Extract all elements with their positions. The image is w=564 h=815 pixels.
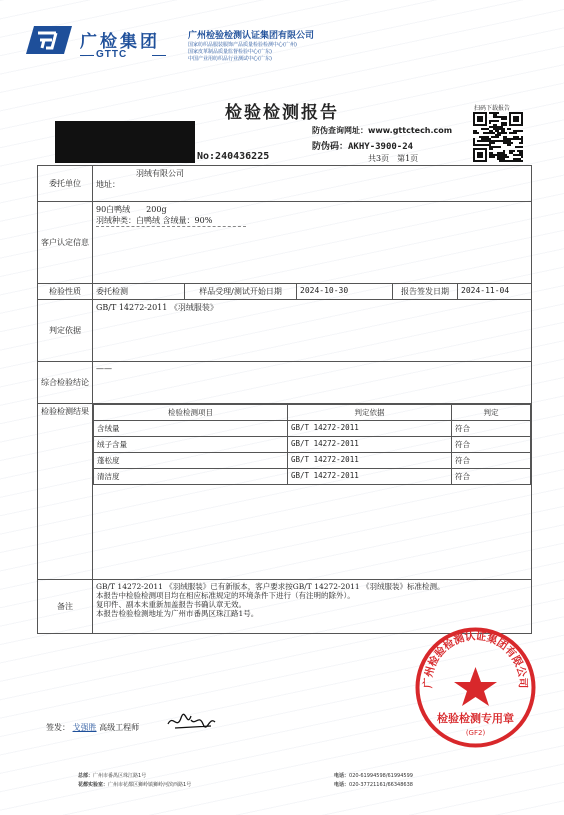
nature-label: 检验性质 <box>38 284 93 300</box>
barcode-bar <box>167 121 170 163</box>
barcode-bar <box>55 121 57 163</box>
brand-divider <box>152 55 166 56</box>
footer-lab-phone-value: 020-37721161/66348638 <box>349 782 413 788</box>
barcode-bar <box>125 121 126 163</box>
barcode-bar <box>176 121 177 163</box>
footer-lab-phone <box>334 781 413 788</box>
barcode-bar <box>154 121 155 163</box>
report-number: No:240436225 <box>197 151 270 162</box>
barcode-bar <box>77 121 80 163</box>
nature-value: 委托检测 <box>93 284 185 300</box>
barcode-bar <box>112 121 113 163</box>
results-table <box>93 404 531 485</box>
barcode-bar <box>192 121 195 163</box>
svg-text:(GF2): (GF2) <box>465 729 486 737</box>
barcode-bar <box>155 121 158 163</box>
verify-code-label: 防伪码： <box>312 142 349 152</box>
result-basis: GB/T 14272-2011 <box>288 469 452 485</box>
results-header: 检验检测项目 <box>94 405 288 421</box>
barcode-bar <box>170 121 173 163</box>
barcode-bar <box>142 121 145 163</box>
result-item: 蓬松度 <box>94 453 288 469</box>
barcode-bar <box>166 121 167 163</box>
verify-site-url[interactable]: www.gttctech.com <box>368 126 453 135</box>
verify-site <box>312 125 452 136</box>
customer-info-row <box>38 202 532 284</box>
report-table <box>37 165 532 634</box>
official-stamp <box>413 625 538 750</box>
brand-name-cn: 广检集团 <box>80 32 160 52</box>
gttc-logo-icon <box>26 24 72 56</box>
results-header-row <box>94 405 531 421</box>
result-item: 清洁度 <box>94 469 288 485</box>
stamp-star-icon <box>454 667 497 706</box>
barcode-bar <box>80 121 81 163</box>
remarks-label: 备注 <box>38 580 93 634</box>
company-subtitle: 国家皮革制品质量监督检验中心(广东) <box>188 49 272 55</box>
table-row <box>94 469 531 485</box>
results-header: 判定 <box>452 405 531 421</box>
barcode-bar <box>91 121 93 163</box>
client-label: 委托单位 <box>38 166 93 202</box>
basis-label: 判定依据 <box>38 300 93 362</box>
barcode-bar <box>188 121 191 163</box>
barcode-bar <box>93 121 96 163</box>
barcode-bar <box>177 121 179 163</box>
barcode-bar <box>129 121 132 163</box>
result-basis: GB/T 14272-2011 <box>288 453 452 469</box>
results-cell <box>93 404 532 580</box>
client-address-label: 地址： <box>96 180 120 189</box>
barcode-bar <box>126 121 129 163</box>
barcode-bar <box>88 121 91 163</box>
verify-code <box>312 139 413 152</box>
brand-divider <box>80 55 94 56</box>
barcode-bar <box>147 121 150 163</box>
client-name: 羽绒有限公司 <box>136 169 184 178</box>
remark-line: 复印件、副本未重新加盖报告书确认章无效。 <box>96 600 246 609</box>
barcode-bar <box>150 121 153 163</box>
barcode-bar <box>191 121 192 163</box>
remark-line: 本报告检验检测地址为广州市番禺区珠江路1号。 <box>96 609 259 618</box>
barcode-bar <box>81 121 82 163</box>
barcode-bar <box>181 121 184 163</box>
barcode-bar <box>158 121 160 163</box>
verify-site-label: 防伪查询网址： <box>312 126 368 135</box>
footer-hq <box>78 772 146 779</box>
barcode-bar <box>122 121 125 163</box>
barcode-bar <box>137 121 139 163</box>
qr-label: 扫码下载报告 <box>474 105 511 112</box>
barcode-bar <box>184 121 185 163</box>
footer-hq-address: 广州市番禺区珠江路1号 <box>93 773 147 779</box>
issue-date-label: 报告签发日期 <box>393 284 458 300</box>
conclusion-label: 综合检验结论 <box>38 362 93 404</box>
basis-value: GB/T 14272-2011 《羽绒服装》 <box>93 300 532 362</box>
barcode-bar <box>72 121 74 163</box>
barcode-bar <box>160 121 163 163</box>
barcode-bar <box>102 121 105 163</box>
result-verdict: 符合 <box>452 421 531 437</box>
barcode-bar <box>105 121 107 163</box>
barcode-bar <box>60 121 63 163</box>
verify-code-value: AKHY-3900-24 <box>348 142 414 152</box>
barcode-bar <box>114 121 117 163</box>
result-basis: GB/T 14272-2011 <box>288 421 452 437</box>
issue-date-value: 2024-11-04 <box>458 284 532 300</box>
result-verdict: 符合 <box>452 469 531 485</box>
customer-info-line: 90白鸭绒 200g <box>96 205 167 214</box>
company-subtitle: 中国产业用纺织品行业测试中心(广东) <box>188 56 272 62</box>
barcode-bar <box>58 121 60 163</box>
barcode-bar <box>145 121 147 163</box>
customer-info-line: 羽绒种类：白鸭绒 含绒量：90% <box>96 215 246 227</box>
barcode-bar <box>66 121 68 163</box>
remark-line: GB/T 14272-2011 《羽绒服装》已有新版本，客户要求按GB/T 14272-2011 《羽绒服装》标准检测。 <box>96 582 445 591</box>
table-row <box>94 421 531 437</box>
result-item: 含绒量 <box>94 421 288 437</box>
qr-code-icon[interactable] <box>473 112 523 162</box>
result-verdict: 符合 <box>452 437 531 453</box>
barcode-bar <box>153 121 154 163</box>
signature-line <box>46 722 139 733</box>
footer-lab-phone-label: 电话： <box>334 782 350 788</box>
customer-info-label: 客户认定信息 <box>38 202 93 284</box>
barcode <box>55 121 197 163</box>
footer-hq-phone <box>334 772 413 779</box>
barcode-bar <box>107 121 109 163</box>
sample-date-label: 样品受理/测试开始日期 <box>185 284 297 300</box>
footer-lab-address: 广州市花都区狮岭镇狮岭河滨西路1号 <box>108 782 192 788</box>
barcode-bar <box>68 121 71 163</box>
results-header: 判定依据 <box>288 405 452 421</box>
barcode-bar <box>63 121 64 163</box>
company-name: 广州检验检测认证集团有限公司 <box>188 31 315 41</box>
results-label: 检验检测结果 <box>38 404 93 580</box>
barcode-bar <box>100 121 102 163</box>
svg-text:广州检验检测认证集团有限公司: 广州检验检测认证集团有限公司 <box>422 630 529 689</box>
barcode-bar <box>113 121 114 163</box>
barcode-bar <box>64 121 66 163</box>
report-title: 检验检测报告 <box>225 103 339 123</box>
table-row <box>94 453 531 469</box>
barcode-bar <box>109 121 112 163</box>
footer-lab <box>78 781 191 788</box>
signer-name: 戈强胜 <box>72 723 97 732</box>
result-basis: GB/T 14272-2011 <box>288 437 452 453</box>
inspection-row <box>38 284 532 300</box>
client-cell <box>93 166 532 202</box>
conclusion-row <box>38 362 532 404</box>
handwritten-signature <box>165 710 217 732</box>
table-row <box>94 437 531 453</box>
barcode-bar <box>57 121 58 163</box>
footer-hq-label: 总部： <box>78 773 94 779</box>
sample-date-value: 2024-10-30 <box>297 284 393 300</box>
signer-title: 高级工程师 <box>99 723 140 732</box>
brand-name-en: GTTC <box>96 49 128 60</box>
svg-text:检验检测专用章: 检验检测专用章 <box>437 712 514 725</box>
barcode-bar <box>163 121 166 163</box>
barcode-bar <box>173 121 176 163</box>
results-row <box>38 404 532 580</box>
footer-lab-label: 花都实验室： <box>78 782 109 788</box>
barcode-bar <box>117 121 119 163</box>
barcode-bar <box>132 121 135 163</box>
remark-line: 本报告中检验检测项目均在相应标准规定的环境条件下进行（有注明的除外）。 <box>96 591 355 600</box>
company-subtitle: 国家纺织品服装服饰产品质量检验检测中心(广州) <box>188 42 297 48</box>
barcode-bar <box>71 121 72 163</box>
barcode-bar <box>96 121 99 163</box>
barcode-bar <box>74 121 77 163</box>
signature-label: 签发： <box>46 723 70 732</box>
barcode-bar <box>85 121 88 163</box>
barcode-bar <box>185 121 188 163</box>
conclusion-value: —— <box>93 362 532 404</box>
footer-hq-phone-value: 020-61994598/61994599 <box>349 773 413 779</box>
basis-row <box>38 300 532 362</box>
customer-info-cell <box>93 202 532 284</box>
page-info: 共3页 第1页 <box>368 154 419 163</box>
barcode-bar <box>135 121 137 163</box>
client-row <box>38 166 532 202</box>
result-item: 绒子含量 <box>94 437 288 453</box>
barcode-bar <box>99 121 100 163</box>
footer-hq-phone-label: 电话： <box>334 773 350 779</box>
barcode-bar <box>139 121 142 163</box>
barcode-bar <box>82 121 85 163</box>
barcode-bar <box>179 121 181 163</box>
result-verdict: 符合 <box>452 453 531 469</box>
barcode-bar <box>119 121 122 163</box>
